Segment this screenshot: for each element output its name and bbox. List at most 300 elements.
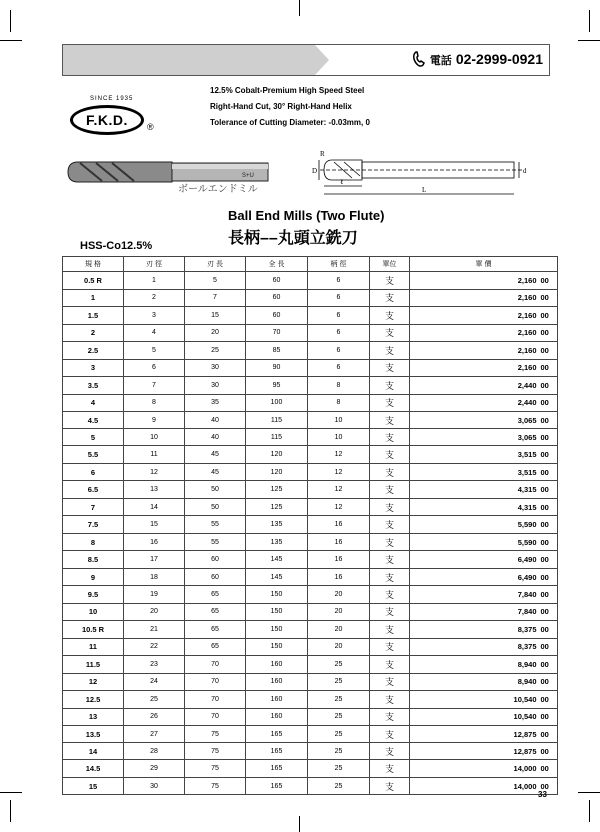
cell-spec: 6.5 bbox=[63, 481, 124, 499]
cell-price: 3,065 bbox=[410, 411, 540, 429]
table-row bbox=[63, 690, 558, 708]
crop-mark bbox=[589, 10, 590, 32]
cell-price-cents: 00 bbox=[540, 341, 558, 359]
spec-lines bbox=[210, 83, 370, 131]
cell-shank-dia: 12 bbox=[308, 464, 370, 481]
cell-cut-dia: 12 bbox=[124, 464, 185, 481]
product-title-en: Ball End Mills (Two Flute) bbox=[228, 208, 385, 223]
cell-price: 14,000 bbox=[410, 760, 540, 778]
crop-mark bbox=[10, 800, 11, 822]
cell-shank-dia: 6 bbox=[308, 341, 370, 359]
cell-unit: 支 bbox=[370, 516, 410, 534]
cell-spec: 9 bbox=[63, 569, 124, 586]
cell-price-cents: 00 bbox=[540, 411, 558, 429]
cell-price-cents: 00 bbox=[540, 464, 558, 481]
cell-cut-dia: 19 bbox=[124, 586, 185, 604]
cell-shank-dia: 25 bbox=[308, 655, 370, 673]
dim-label-l-cut: ℓ bbox=[340, 178, 344, 186]
cell-overall-len: 70 bbox=[246, 324, 308, 341]
cell-spec: 1.5 bbox=[63, 306, 124, 324]
phone-label: 電話 bbox=[429, 55, 452, 67]
cell-cut-len: 65 bbox=[185, 603, 246, 620]
cell-overall-len: 160 bbox=[246, 690, 308, 708]
cell-cut-dia: 14 bbox=[124, 499, 185, 516]
cell-shank-dia: 25 bbox=[308, 743, 370, 760]
cell-cut-dia: 26 bbox=[124, 708, 185, 725]
cell-spec: 10 bbox=[63, 603, 124, 620]
cell-price: 2,160 bbox=[410, 359, 540, 376]
cell-overall-len: 165 bbox=[246, 778, 308, 795]
cell-price-cents: 00 bbox=[540, 481, 558, 499]
cell-shank-dia: 6 bbox=[308, 324, 370, 341]
dimension-labels bbox=[312, 150, 527, 194]
cell-price: 7,840 bbox=[410, 603, 540, 620]
cell-spec: 0.5 R bbox=[63, 272, 124, 290]
cell-cut-dia: 11 bbox=[124, 446, 185, 464]
phone-icon bbox=[412, 51, 426, 67]
table-row bbox=[63, 760, 558, 778]
header-grey-band bbox=[63, 45, 315, 75]
cell-price: 14,000 bbox=[410, 778, 540, 795]
table-row bbox=[63, 341, 558, 359]
cell-overall-len: 160 bbox=[246, 673, 308, 690]
cell-overall-len: 160 bbox=[246, 708, 308, 725]
cell-unit: 支 bbox=[370, 673, 410, 690]
cell-unit: 支 bbox=[370, 743, 410, 760]
cell-unit: 支 bbox=[370, 708, 410, 725]
cell-overall-len: 150 bbox=[246, 620, 308, 638]
cell-cut-len: 70 bbox=[185, 690, 246, 708]
cell-unit: 支 bbox=[370, 481, 410, 499]
cell-unit: 支 bbox=[370, 586, 410, 604]
cell-cut-len: 15 bbox=[185, 306, 246, 324]
table-row bbox=[63, 708, 558, 725]
cell-cut-dia: 21 bbox=[124, 620, 185, 638]
cell-spec: 13 bbox=[63, 708, 124, 725]
col-header-cut-len: 刃 長 bbox=[185, 257, 246, 272]
cell-cut-len: 70 bbox=[185, 708, 246, 725]
cell-spec: 14 bbox=[63, 743, 124, 760]
cell-overall-len: 60 bbox=[246, 272, 308, 290]
table-row bbox=[63, 376, 558, 394]
cell-shank-dia: 8 bbox=[308, 394, 370, 411]
cell-shank-dia: 6 bbox=[308, 289, 370, 306]
page-number: 33 bbox=[538, 790, 547, 799]
cell-overall-len: 120 bbox=[246, 464, 308, 481]
cell-spec: 9.5 bbox=[63, 586, 124, 604]
cell-unit: 支 bbox=[370, 638, 410, 655]
cell-spec: 13.5 bbox=[63, 725, 124, 743]
cell-unit: 支 bbox=[370, 534, 410, 551]
phone-number: 02-2999-0921 bbox=[455, 51, 543, 67]
cell-unit: 支 bbox=[370, 603, 410, 620]
cell-overall-len: 165 bbox=[246, 760, 308, 778]
table-row bbox=[63, 464, 558, 481]
cell-price-cents: 00 bbox=[540, 446, 558, 464]
cell-spec: 12 bbox=[63, 673, 124, 690]
table-row bbox=[63, 324, 558, 341]
table-row bbox=[63, 569, 558, 586]
table-row bbox=[63, 499, 558, 516]
cell-unit: 支 bbox=[370, 725, 410, 743]
cell-overall-len: 150 bbox=[246, 638, 308, 655]
cell-spec: 11 bbox=[63, 638, 124, 655]
cell-spec: 14.5 bbox=[63, 760, 124, 778]
cell-price: 10,540 bbox=[410, 708, 540, 725]
table-row bbox=[63, 725, 558, 743]
cell-cut-dia: 22 bbox=[124, 638, 185, 655]
cell-price: 8,940 bbox=[410, 655, 540, 673]
crop-mark bbox=[578, 792, 600, 793]
end-mill-photo bbox=[68, 162, 268, 182]
cell-price: 2,160 bbox=[410, 289, 540, 306]
cell-cut-len: 55 bbox=[185, 534, 246, 551]
cell-overall-len: 145 bbox=[246, 551, 308, 569]
cell-cut-len: 75 bbox=[185, 743, 246, 760]
cell-unit: 支 bbox=[370, 464, 410, 481]
cell-cut-dia: 9 bbox=[124, 411, 185, 429]
cell-cut-len: 5 bbox=[185, 272, 246, 290]
cell-price: 4,315 bbox=[410, 481, 540, 499]
cell-price: 6,490 bbox=[410, 551, 540, 569]
cell-shank-dia: 25 bbox=[308, 725, 370, 743]
cell-cut-len: 70 bbox=[185, 673, 246, 690]
table-row bbox=[63, 673, 558, 690]
dim-label-d-cut: D bbox=[312, 167, 318, 175]
price-table bbox=[62, 256, 558, 795]
table-row bbox=[63, 359, 558, 376]
table-row bbox=[63, 778, 558, 795]
cell-shank-dia: 20 bbox=[308, 603, 370, 620]
cell-price: 8,375 bbox=[410, 620, 540, 638]
cell-price-cents: 00 bbox=[540, 708, 558, 725]
cell-price-cents: 00 bbox=[540, 638, 558, 655]
cell-overall-len: 115 bbox=[246, 411, 308, 429]
cell-spec: 6 bbox=[63, 464, 124, 481]
cell-price-cents: 00 bbox=[540, 289, 558, 306]
cell-cut-len: 75 bbox=[185, 760, 246, 778]
spec-material: 12.5% Cobalt-Premium High Speed Steel bbox=[210, 86, 365, 95]
cell-unit: 支 bbox=[370, 341, 410, 359]
table-row bbox=[63, 446, 558, 464]
cell-price-cents: 00 bbox=[540, 778, 558, 795]
dim-label-d-shank: d bbox=[523, 167, 527, 175]
cell-cut-dia: 17 bbox=[124, 551, 185, 569]
cell-cut-dia: 3 bbox=[124, 306, 185, 324]
table-row bbox=[63, 655, 558, 673]
phone-contact bbox=[412, 51, 543, 68]
cell-price-cents: 00 bbox=[540, 743, 558, 760]
cell-price-cents: 00 bbox=[540, 690, 558, 708]
cell-cut-len: 7 bbox=[185, 289, 246, 306]
dim-label-l-total: L bbox=[422, 186, 427, 194]
cell-spec: 5.5 bbox=[63, 446, 124, 464]
table-row bbox=[63, 516, 558, 534]
logo-brand: F.K.D. bbox=[70, 105, 144, 135]
cell-price-cents: 00 bbox=[540, 516, 558, 534]
logo-since: SINCE 1935 bbox=[90, 96, 134, 102]
cell-unit: 支 bbox=[370, 394, 410, 411]
spec-helix: Right-Hand Cut, 30° Right-Hand Helix bbox=[210, 102, 352, 111]
cell-unit: 支 bbox=[370, 620, 410, 638]
table-row bbox=[63, 411, 558, 429]
cell-price-cents: 00 bbox=[540, 359, 558, 376]
cell-overall-len: 115 bbox=[246, 429, 308, 446]
cell-shank-dia: 16 bbox=[308, 516, 370, 534]
cell-cut-dia: 8 bbox=[124, 394, 185, 411]
cell-price-cents: 00 bbox=[540, 429, 558, 446]
cell-price: 4,315 bbox=[410, 499, 540, 516]
cell-price-cents: 00 bbox=[540, 551, 558, 569]
cell-unit: 支 bbox=[370, 359, 410, 376]
katakana-caption: ボールエンドミル bbox=[178, 184, 258, 195]
table-row bbox=[63, 586, 558, 604]
cell-price-cents: 00 bbox=[540, 760, 558, 778]
cell-price: 3,515 bbox=[410, 446, 540, 464]
cell-cut-dia: 28 bbox=[124, 743, 185, 760]
table-body bbox=[63, 272, 558, 795]
cell-shank-dia: 20 bbox=[308, 620, 370, 638]
cell-cut-dia: 1 bbox=[124, 272, 185, 290]
crop-mark bbox=[10, 10, 11, 32]
table-row bbox=[63, 743, 558, 760]
cell-cut-len: 30 bbox=[185, 376, 246, 394]
fkd-logo bbox=[62, 96, 154, 140]
table-row bbox=[63, 534, 558, 551]
cell-overall-len: 100 bbox=[246, 394, 308, 411]
cell-shank-dia: 20 bbox=[308, 638, 370, 655]
cell-cut-len: 55 bbox=[185, 516, 246, 534]
cell-cut-len: 75 bbox=[185, 725, 246, 743]
cell-cut-dia: 23 bbox=[124, 655, 185, 673]
cell-shank-dia: 25 bbox=[308, 708, 370, 725]
cell-unit: 支 bbox=[370, 429, 410, 446]
spec-tolerance: Tolerance of Cutting Diameter: -0.03mm, 0 bbox=[210, 118, 370, 127]
cell-overall-len: 60 bbox=[246, 306, 308, 324]
svg-text:S+U: S+U bbox=[242, 173, 254, 179]
cell-overall-len: 165 bbox=[246, 725, 308, 743]
cell-unit: 支 bbox=[370, 760, 410, 778]
cell-unit: 支 bbox=[370, 324, 410, 341]
cell-price: 2,440 bbox=[410, 376, 540, 394]
cell-unit: 支 bbox=[370, 569, 410, 586]
cell-price: 2,160 bbox=[410, 324, 540, 341]
cell-price: 5,590 bbox=[410, 516, 540, 534]
cell-spec: 7.5 bbox=[63, 516, 124, 534]
cell-cut-dia: 5 bbox=[124, 341, 185, 359]
cell-price-cents: 00 bbox=[540, 499, 558, 516]
cell-cut-dia: 2 bbox=[124, 289, 185, 306]
cell-cut-dia: 18 bbox=[124, 569, 185, 586]
cell-cut-len: 75 bbox=[185, 778, 246, 795]
table-row bbox=[63, 272, 558, 290]
cell-shank-dia: 25 bbox=[308, 673, 370, 690]
cell-cut-dia: 13 bbox=[124, 481, 185, 499]
cell-spec: 3 bbox=[63, 359, 124, 376]
table-header-row bbox=[63, 257, 558, 272]
col-header-unit: 單位 bbox=[370, 257, 410, 272]
cell-cut-dia: 20 bbox=[124, 603, 185, 620]
cell-price-cents: 00 bbox=[540, 272, 558, 290]
cell-cut-len: 25 bbox=[185, 341, 246, 359]
cell-overall-len: 125 bbox=[246, 481, 308, 499]
header-bar bbox=[62, 44, 550, 76]
cell-unit: 支 bbox=[370, 376, 410, 394]
cell-overall-len: 120 bbox=[246, 446, 308, 464]
col-header-shank-dia: 柄 徑 bbox=[308, 257, 370, 272]
cell-price: 12,875 bbox=[410, 743, 540, 760]
cell-shank-dia: 25 bbox=[308, 778, 370, 795]
cell-cut-len: 50 bbox=[185, 499, 246, 516]
cell-price: 2,160 bbox=[410, 341, 540, 359]
cell-shank-dia: 16 bbox=[308, 569, 370, 586]
cell-spec: 8 bbox=[63, 534, 124, 551]
registered-mark: ® bbox=[147, 122, 154, 132]
cell-cut-len: 20 bbox=[185, 324, 246, 341]
cell-shank-dia: 10 bbox=[308, 411, 370, 429]
cell-overall-len: 145 bbox=[246, 569, 308, 586]
cell-overall-len: 150 bbox=[246, 586, 308, 604]
product-title-zh: 長柄––丸頭立銑刀 bbox=[228, 230, 358, 247]
cell-shank-dia: 12 bbox=[308, 481, 370, 499]
cell-unit: 支 bbox=[370, 499, 410, 516]
cell-price-cents: 00 bbox=[540, 534, 558, 551]
cell-unit: 支 bbox=[370, 272, 410, 290]
cell-unit: 支 bbox=[370, 690, 410, 708]
cell-cut-dia: 7 bbox=[124, 376, 185, 394]
cell-unit: 支 bbox=[370, 306, 410, 324]
crop-mark bbox=[0, 792, 22, 793]
cell-cut-len: 40 bbox=[185, 411, 246, 429]
cell-shank-dia: 25 bbox=[308, 760, 370, 778]
cell-cut-dia: 4 bbox=[124, 324, 185, 341]
cell-cut-dia: 27 bbox=[124, 725, 185, 743]
cell-cut-len: 65 bbox=[185, 638, 246, 655]
col-header-spec: 規 格 bbox=[63, 257, 124, 272]
cell-spec: 8.5 bbox=[63, 551, 124, 569]
cell-overall-len: 160 bbox=[246, 655, 308, 673]
table-row bbox=[63, 603, 558, 620]
cell-shank-dia: 25 bbox=[308, 690, 370, 708]
dim-label-r: R bbox=[320, 150, 325, 158]
cell-spec: 4.5 bbox=[63, 411, 124, 429]
crop-mark bbox=[299, 816, 300, 832]
cell-cut-dia: 6 bbox=[124, 359, 185, 376]
cell-price-cents: 00 bbox=[540, 655, 558, 673]
cell-price-cents: 00 bbox=[540, 586, 558, 604]
cell-price: 2,440 bbox=[410, 394, 540, 411]
cell-price-cents: 00 bbox=[540, 324, 558, 341]
cell-cut-dia: 25 bbox=[124, 690, 185, 708]
cell-price: 10,540 bbox=[410, 690, 540, 708]
cell-unit: 支 bbox=[370, 655, 410, 673]
cell-unit: 支 bbox=[370, 778, 410, 795]
table-row bbox=[63, 481, 558, 499]
cell-cut-dia: 24 bbox=[124, 673, 185, 690]
cell-cut-dia: 15 bbox=[124, 516, 185, 534]
crop-mark bbox=[0, 40, 22, 41]
col-header-price: 單 價 bbox=[410, 257, 558, 272]
cell-price-cents: 00 bbox=[540, 620, 558, 638]
cell-shank-dia: 20 bbox=[308, 586, 370, 604]
cell-cut-len: 65 bbox=[185, 586, 246, 604]
cell-spec: 12.5 bbox=[63, 690, 124, 708]
cell-spec: 10.5 R bbox=[63, 620, 124, 638]
table-row bbox=[63, 620, 558, 638]
crop-mark bbox=[578, 40, 600, 41]
table-row bbox=[63, 306, 558, 324]
cell-spec: 15 bbox=[63, 778, 124, 795]
cell-overall-len: 85 bbox=[246, 341, 308, 359]
cell-cut-dia: 10 bbox=[124, 429, 185, 446]
cell-shank-dia: 6 bbox=[308, 306, 370, 324]
cell-cut-len: 45 bbox=[185, 446, 246, 464]
crop-mark bbox=[299, 0, 300, 16]
cell-price-cents: 00 bbox=[540, 376, 558, 394]
cell-spec: 7 bbox=[63, 499, 124, 516]
cell-cut-len: 50 bbox=[185, 481, 246, 499]
header-arrow bbox=[315, 45, 329, 75]
table-row bbox=[63, 394, 558, 411]
cell-unit: 支 bbox=[370, 289, 410, 306]
cell-price-cents: 00 bbox=[540, 673, 558, 690]
cell-price-cents: 00 bbox=[540, 306, 558, 324]
cell-overall-len: 150 bbox=[246, 603, 308, 620]
cell-overall-len: 135 bbox=[246, 534, 308, 551]
cell-cut-dia: 29 bbox=[124, 760, 185, 778]
cell-spec: 2.5 bbox=[63, 341, 124, 359]
dimension-drawing bbox=[319, 160, 522, 194]
cell-spec: 2 bbox=[63, 324, 124, 341]
cell-cut-len: 30 bbox=[185, 359, 246, 376]
cell-spec: 1 bbox=[63, 289, 124, 306]
cell-shank-dia: 16 bbox=[308, 551, 370, 569]
cell-price: 7,840 bbox=[410, 586, 540, 604]
table-row bbox=[63, 551, 558, 569]
cell-price: 8,375 bbox=[410, 638, 540, 655]
cell-unit: 支 bbox=[370, 411, 410, 429]
crop-mark bbox=[589, 800, 590, 822]
tool-illustration bbox=[62, 150, 552, 200]
cell-price-cents: 00 bbox=[540, 394, 558, 411]
cell-shank-dia: 16 bbox=[308, 534, 370, 551]
cell-spec: 11.5 bbox=[63, 655, 124, 673]
cell-cut-dia: 30 bbox=[124, 778, 185, 795]
cell-price: 12,875 bbox=[410, 725, 540, 743]
cell-cut-len: 45 bbox=[185, 464, 246, 481]
cell-price: 3,065 bbox=[410, 429, 540, 446]
table-row bbox=[63, 429, 558, 446]
cell-overall-len: 95 bbox=[246, 376, 308, 394]
cell-spec: 3.5 bbox=[63, 376, 124, 394]
col-header-overall-len: 全 長 bbox=[246, 257, 308, 272]
table-row bbox=[63, 289, 558, 306]
cell-overall-len: 135 bbox=[246, 516, 308, 534]
cell-shank-dia: 6 bbox=[308, 272, 370, 290]
material-label: HSS-Co12.5% bbox=[80, 240, 153, 252]
cell-cut-len: 60 bbox=[185, 569, 246, 586]
cell-cut-len: 40 bbox=[185, 429, 246, 446]
cell-cut-len: 60 bbox=[185, 551, 246, 569]
cell-shank-dia: 12 bbox=[308, 499, 370, 516]
table-row bbox=[63, 638, 558, 655]
cell-price: 2,160 bbox=[410, 272, 540, 290]
cell-price-cents: 00 bbox=[540, 725, 558, 743]
cell-price: 8,940 bbox=[410, 673, 540, 690]
cell-price: 6,490 bbox=[410, 569, 540, 586]
cell-shank-dia: 6 bbox=[308, 359, 370, 376]
cell-overall-len: 60 bbox=[246, 289, 308, 306]
